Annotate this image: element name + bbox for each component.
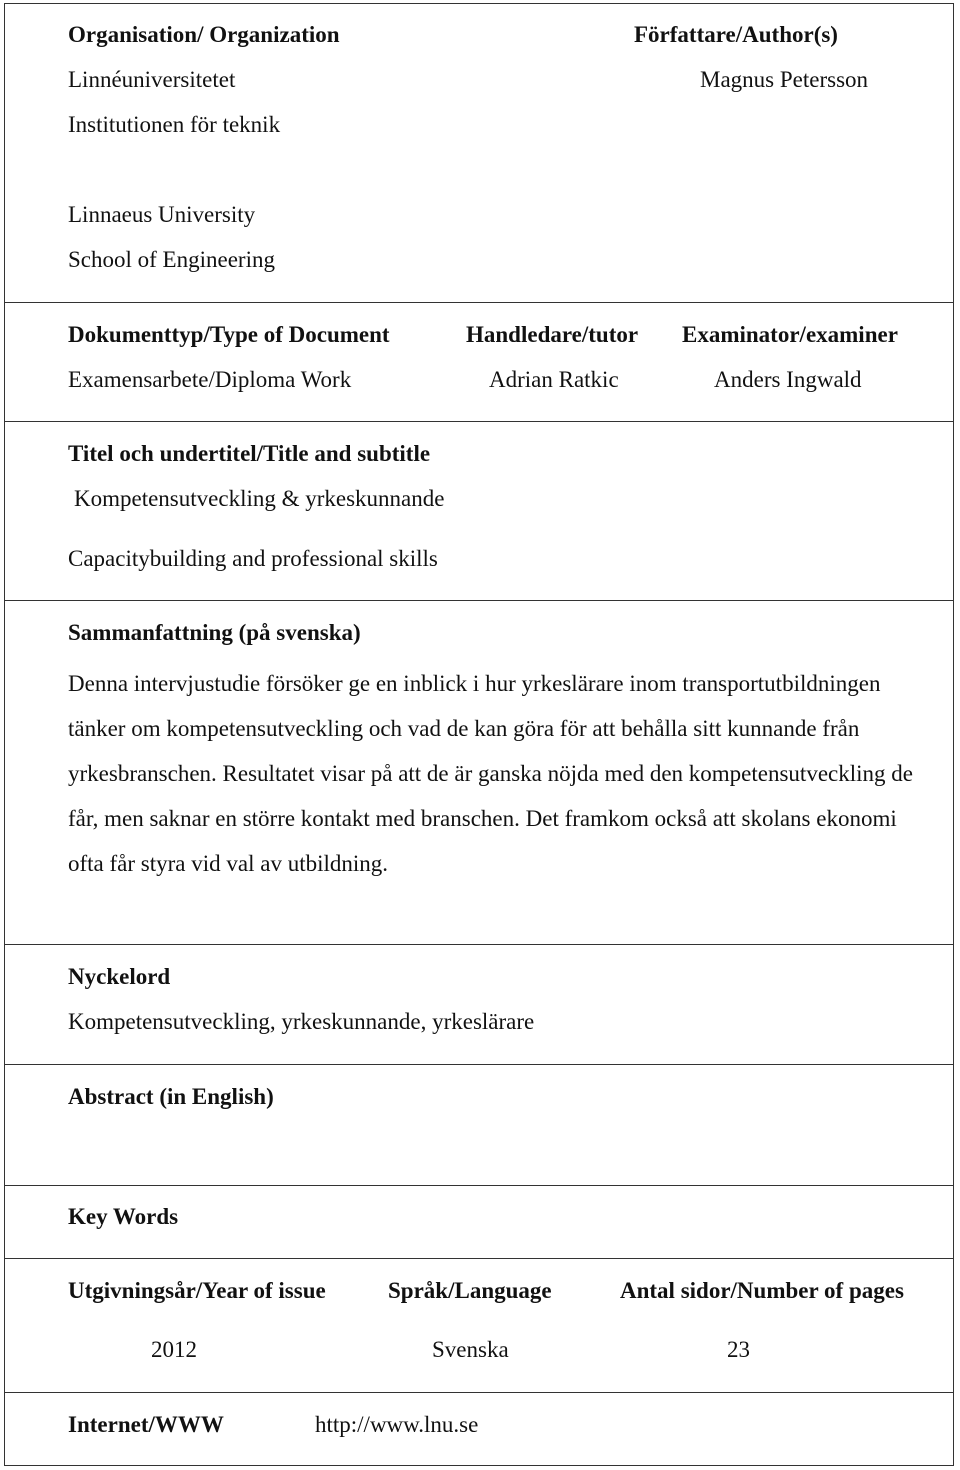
examiner-value: Anders Ingwald bbox=[714, 367, 862, 392]
divider bbox=[4, 1258, 954, 1259]
author-heading: Författare/Author(s) bbox=[634, 22, 838, 47]
title-heading: Titel och undertitel/Title and subtitle bbox=[68, 441, 431, 466]
keywords-sv-value: Kompetensutveckling, yrkeskunnande, yrkeslärare bbox=[68, 1009, 535, 1034]
divider bbox=[4, 302, 954, 303]
divider bbox=[4, 600, 954, 601]
title-english: Capacitybuilding and professional skills bbox=[68, 546, 438, 571]
organisation-line-en: School of Engineering bbox=[68, 247, 275, 272]
tutor-heading: Handledare/tutor bbox=[466, 322, 639, 347]
pages-heading: Antal sidor/Number of pages bbox=[620, 1278, 904, 1303]
year-heading: Utgivningsår/Year of issue bbox=[68, 1278, 326, 1303]
examiner-heading: Examinator/examiner bbox=[682, 322, 898, 347]
abstract-heading: Abstract (in English) bbox=[68, 1084, 274, 1109]
divider bbox=[4, 1185, 954, 1186]
language-heading: Språk/Language bbox=[388, 1278, 552, 1303]
divider bbox=[4, 1392, 954, 1393]
pages-value: 23 bbox=[727, 1337, 750, 1362]
document-type-heading: Dokumenttyp/Type of Document bbox=[68, 322, 390, 347]
summary-heading: Sammanfattning (på svenska) bbox=[68, 620, 361, 645]
organisation-line: Institutionen för teknik bbox=[68, 112, 281, 137]
summary-text: Denna intervjustudie försöker ge en inblick i hur yrkeslärare inom transportutbildningen tänker om kompetensutveckling och vad de kan göra för att behålla sitt kunnande från yrkesbranschen. Resultatet visar på att de är ganska nöjda med den kompetensutveckling de får, men saknar en större kontakt med branschen. Det framkom också att skolans ekonomi ofta får styra vid val av utbildning. bbox=[68, 671, 913, 876]
keywords-sv-heading: Nyckelord bbox=[68, 964, 171, 989]
organisation-line-en: Linnaeus University bbox=[68, 202, 256, 227]
internet-url[interactable]: http://www.lnu.se bbox=[315, 1412, 479, 1437]
author-name: Magnus Petersson bbox=[700, 67, 869, 92]
tutor-value: Adrian Ratkic bbox=[489, 367, 619, 392]
divider bbox=[4, 944, 954, 945]
summary-text-block bbox=[68, 661, 938, 886]
year-value: 2012 bbox=[151, 1337, 197, 1362]
document-type-value: Examensarbete/Diploma Work bbox=[68, 367, 352, 392]
language-value: Svenska bbox=[432, 1337, 509, 1362]
divider bbox=[4, 421, 954, 422]
internet-heading: Internet/WWW bbox=[68, 1412, 224, 1437]
divider bbox=[4, 1064, 954, 1065]
organisation-heading: Organisation/ Organization bbox=[68, 22, 340, 47]
keywords-en-heading: Key Words bbox=[68, 1204, 179, 1229]
title-swedish: Kompetensutveckling & yrkeskunnande bbox=[74, 486, 445, 511]
organisation-line: Linnéuniversitetet bbox=[68, 67, 236, 92]
